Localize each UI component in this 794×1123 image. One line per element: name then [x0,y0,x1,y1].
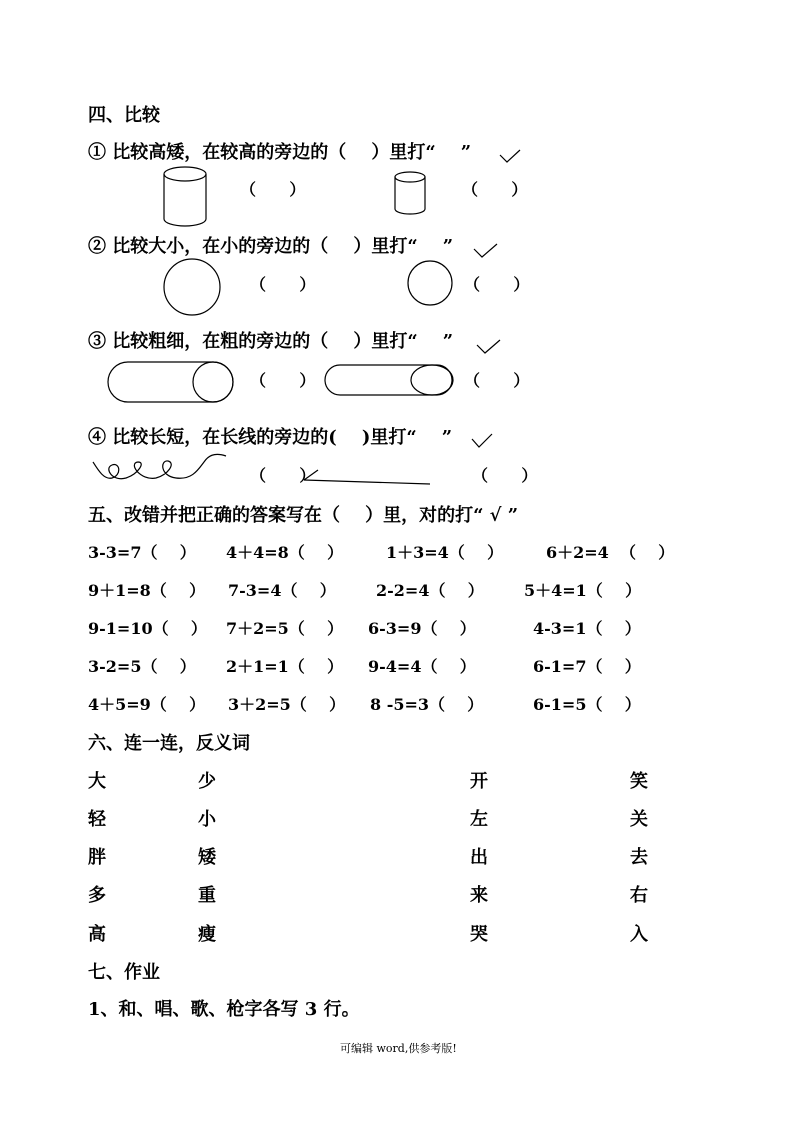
eq-4-0[interactable]: 4＋5=9（ ） [88,695,206,714]
eq-0-2[interactable]: 1＋3=4（ ） [386,543,504,562]
thin-capsule [325,365,453,395]
eq-1-2[interactable]: 2-2=4（ ） [376,581,484,600]
antonym-word[interactable]: 出 [470,847,488,868]
eq-3-0[interactable]: 3-2=5（ ） [88,657,196,676]
q4-prompt: ④ 比较长短，在长线的旁边的( )里打“ ” [88,427,453,448]
homework-item: 1、和、唱、歌、枪字各写 3 行。 [88,999,360,1020]
tall-cylinder [164,167,206,226]
eq-2-2[interactable]: 6-3=9（ ） [368,619,476,638]
q2-paren-b[interactable]: （ ） [464,275,530,294]
antonym-word[interactable]: 轻 [88,809,106,830]
short-cylinder [395,172,425,214]
section5-heading: 五、改错并把正确的答案写在（ ）里，对的打“ √ ” [88,505,519,526]
check-mark-icon [474,244,497,257]
eq-2-3[interactable]: 4-3=1（ ） [533,619,641,638]
antonym-word[interactable]: 哭 [470,924,488,945]
eq-4-2[interactable]: 8 -5=3（ ） [370,695,484,714]
antonym-word[interactable]: 多 [88,885,106,906]
antonym-word[interactable]: 笑 [630,771,648,792]
antonym-word[interactable]: 瘦 [198,924,216,945]
antonym-word[interactable]: 重 [198,885,216,906]
section7-heading: 七、作业 [88,962,160,983]
eq-1-1[interactable]: 7-3=4（ ） [228,581,336,600]
eq-0-0[interactable]: 3-3=7（ ） [88,543,196,562]
q1-paren-a[interactable]: （ ） [240,180,306,199]
antonym-word[interactable]: 去 [630,847,648,868]
straight-line [304,480,430,484]
check-mark-icon [500,150,520,162]
eq-2-1[interactable]: 7＋2=5（ ） [226,619,344,638]
eq-1-3[interactable]: 5＋4=1（ ） [524,581,642,600]
q3-prompt: ③ 比较粗细，在粗的旁边的（ ）里打“ ” [88,331,454,352]
big-circle [164,259,220,315]
antonym-word[interactable]: 开 [470,771,488,792]
eq-1-0[interactable]: 9＋1=8（ ） [88,581,206,600]
q3-paren-b[interactable]: （ ） [464,371,530,390]
q1-prompt: ① 比较高矮，在较高的旁边的（ ）里打“ ” [88,142,472,163]
check-mark-icon [472,434,492,447]
q3-paren-a[interactable]: （ ） [250,371,316,390]
eq-3-2[interactable]: 9-4=4（ ） [368,657,476,676]
q4-paren-b[interactable]: （ ） [472,466,538,485]
q2-paren-a[interactable]: （ ） [250,275,316,294]
small-circle [408,261,452,305]
thick-capsule [108,362,233,402]
antonym-word[interactable]: 右 [630,885,648,906]
antonym-word[interactable]: 少 [198,771,216,792]
q1-paren-b[interactable]: （ ） [462,180,528,199]
q4-paren-a[interactable]: （ ） [250,466,316,485]
antonym-word[interactable]: 高 [88,924,106,945]
antonym-word[interactable]: 矮 [198,847,216,868]
section6-heading: 六、连一连，反义词 [88,733,250,754]
eq-0-3[interactable]: 6＋2=4 （ ） [546,543,675,562]
check-mark-icon [477,340,500,353]
q2-prompt: ② 比较大小，在小的旁边的（ ）里打“ ” [88,236,454,257]
antonym-word[interactable]: 入 [630,924,648,945]
eq-3-3[interactable]: 6-1=7（ ） [533,657,641,676]
eq-0-1[interactable]: 4＋4=8（ ） [226,543,344,562]
antonym-word[interactable]: 来 [470,885,488,906]
antonym-word[interactable]: 胖 [88,847,106,868]
section4-heading: 四、比较 [88,105,160,126]
eq-4-3[interactable]: 6-1=5（ ） [533,695,641,714]
comparison-figures [0,0,794,500]
antonym-word[interactable]: 关 [630,809,648,830]
antonym-word[interactable]: 大 [88,771,106,792]
curly-line [93,454,226,478]
antonym-word[interactable]: 小 [198,809,216,830]
eq-2-0[interactable]: 9-1=10（ ） [88,619,207,638]
antonym-word[interactable]: 左 [470,809,488,830]
eq-4-1[interactable]: 3＋2=5（ ） [228,695,346,714]
eq-3-1[interactable]: 2＋1=1（ ） [226,657,344,676]
page-footer: 可编辑 word,供参考版! [340,1042,457,1055]
